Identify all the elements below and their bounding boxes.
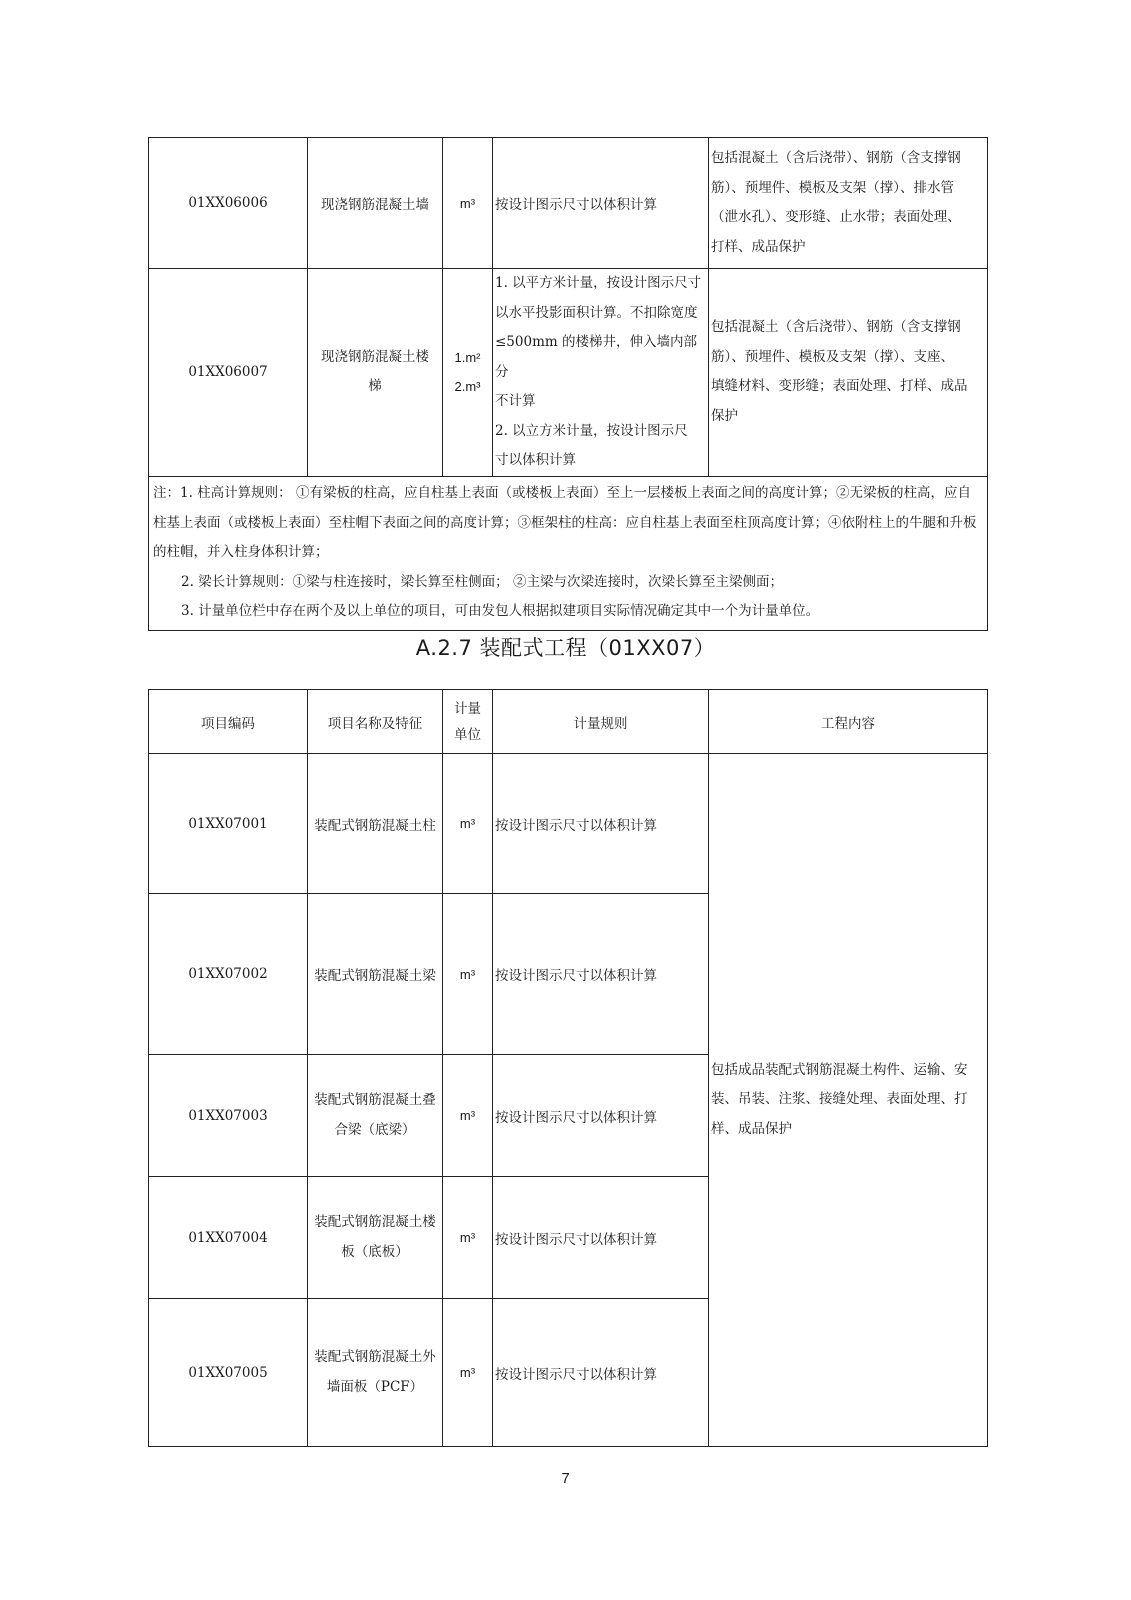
rule-line: 不计算 [495,393,536,409]
item-content [709,269,988,477]
item-rule [493,269,709,477]
item-code: 01XX07003 [149,1055,308,1177]
item-unit: m³ [443,894,493,1055]
note-3: 3. 计量单位栏中存在两个及以上单位的项目，可由发包人根据拟建项目实际情况确定其中一个为计量单位。 [181,603,820,620]
unit-value: 2.m³ [454,379,481,395]
item-rule: 按设计图示尺寸以体积计算 [493,1299,709,1447]
table-row [149,754,988,894]
name-line: 梯 [368,378,382,395]
name-line: 装配式钢筋混凝土叠 [314,1092,436,1108]
name-line: 装配式钢筋混凝土外 [314,1349,436,1365]
item-name [308,1177,443,1299]
item-rule: 按设计图示尺寸以体积计算 [493,1055,709,1177]
content-line: 包括成品装配式钢筋混凝土构件、运输、安 [711,1061,968,1078]
content-line: 保护 [711,407,738,424]
name-line: 合梁（底梁） [334,1121,416,1138]
unit-value: m³ [459,195,476,211]
header-unit [443,690,493,754]
item-unit [443,138,493,269]
item-name: 装配式钢筋混凝土梁 [308,894,443,1055]
content-line: 筋）、预埋件、模板及支架（撑）、排水管 [711,179,954,196]
content-line: 包括混凝土（含后浇带）、钢筋（含支撑钢 [711,319,961,336]
note-2: 2. 梁长计算规则：①梁与柱连接时，梁长算至柱侧面； ②主梁与次梁连接时，次梁长算至主梁侧面； [181,573,783,590]
name-line: 现浇钢筋混凝土楼 [321,348,429,365]
item-rule: 按设计图示尺寸以体积计算 [493,754,709,894]
item-name [308,1055,443,1177]
item-code: 01XX07004 [149,1177,308,1299]
note-1: 注：1. 柱高计算规则： ①有梁板的柱高，应自柱基上表面（或楼板上表面）至上一层楼板上表面之间的高度计算；②无梁板的柱高，应自柱基上表面（或楼板上表面）至柱帽下表面之间的高度计算；③框架柱的柱高：应自柱基上表面至柱顶高度计算；④依附柱上的牛腿和升板的柱帽，并入柱身体积计算； [153,485,977,561]
rule-line: 2. 以立方米计量，按设计图示尺 [495,422,688,439]
item-rule: 按设计图示尺寸以体积计算 [493,138,709,269]
item-unit: m³ [443,1177,493,1299]
rule-line: 寸以体积计算 [495,452,576,468]
header-rule: 计量规则 [493,690,709,754]
item-name: 装配式钢筋混凝土柱 [308,754,443,894]
table-row [149,269,988,477]
content-line: 填缝材料、变形缝；表面处理、打样、成品 [711,378,968,395]
content-line: 装、吊装、注浆、接缝处理、表面处理、打 [711,1091,968,1108]
item-unit: m³ [443,754,493,894]
name-line: 板（底板） [341,1243,409,1260]
item-content [709,138,988,269]
name-line: 装配式钢筋混凝土楼 [314,1214,436,1230]
section-heading: A.2.7 装配式工程（01XX07） [415,636,716,660]
items-table-a27 [148,689,988,1447]
unit-value: 1.m² [454,350,481,366]
item-code: 01XX06006 [149,138,308,269]
content-line: （泄水孔）、变形缝、止水带；表面处理、 [711,209,961,225]
item-code: 01XX07002 [149,894,308,1055]
item-name [308,1299,443,1447]
name-line: 墙面板（PCF） [326,1378,424,1395]
header-unit-line: 计量 [454,700,481,717]
header-unit-line: 单位 [454,726,481,743]
table-row [149,138,988,269]
content-line: 样、成品保护 [711,1120,792,1137]
rule-line: ≤500mm 的楼梯井，伸入墙内部分 [495,334,697,380]
item-code: 01XX07001 [149,754,308,894]
header-content: 工程内容 [709,690,988,754]
content-line: 包括混凝土（含后浇带）、钢筋（含支撑钢 [711,150,961,166]
header-code: 项目编码 [149,690,308,754]
rule-line: 以水平投影面积计算。不扣除宽度 [495,304,698,321]
item-unit: m³ [443,1299,493,1447]
header-name: 项目名称及特征 [308,690,443,754]
content-line: 打样、成品保护 [711,238,806,255]
content-line: 筋）、预埋件、模板及支架（撑）、支座、 [711,348,954,365]
item-unit [443,269,493,477]
page-number: 7 [561,1470,570,1487]
item-rule: 按设计图示尺寸以体积计算 [493,1177,709,1299]
items-table-a26-continued [148,137,988,631]
item-code: 01XX06007 [149,269,308,477]
table-notes [149,476,988,630]
item-rule: 按设计图示尺寸以体积计算 [493,894,709,1055]
item-unit: m³ [443,1055,493,1177]
item-code: 01XX07005 [149,1299,308,1447]
item-name: 现浇钢筋混凝土墙 [308,138,443,269]
rule-line: 1. 以平方米计量，按设计图示尺寸 [495,275,702,291]
shared-content [709,754,988,1447]
item-name [308,269,443,477]
table-header-row [149,690,988,754]
notes-row [149,476,988,630]
